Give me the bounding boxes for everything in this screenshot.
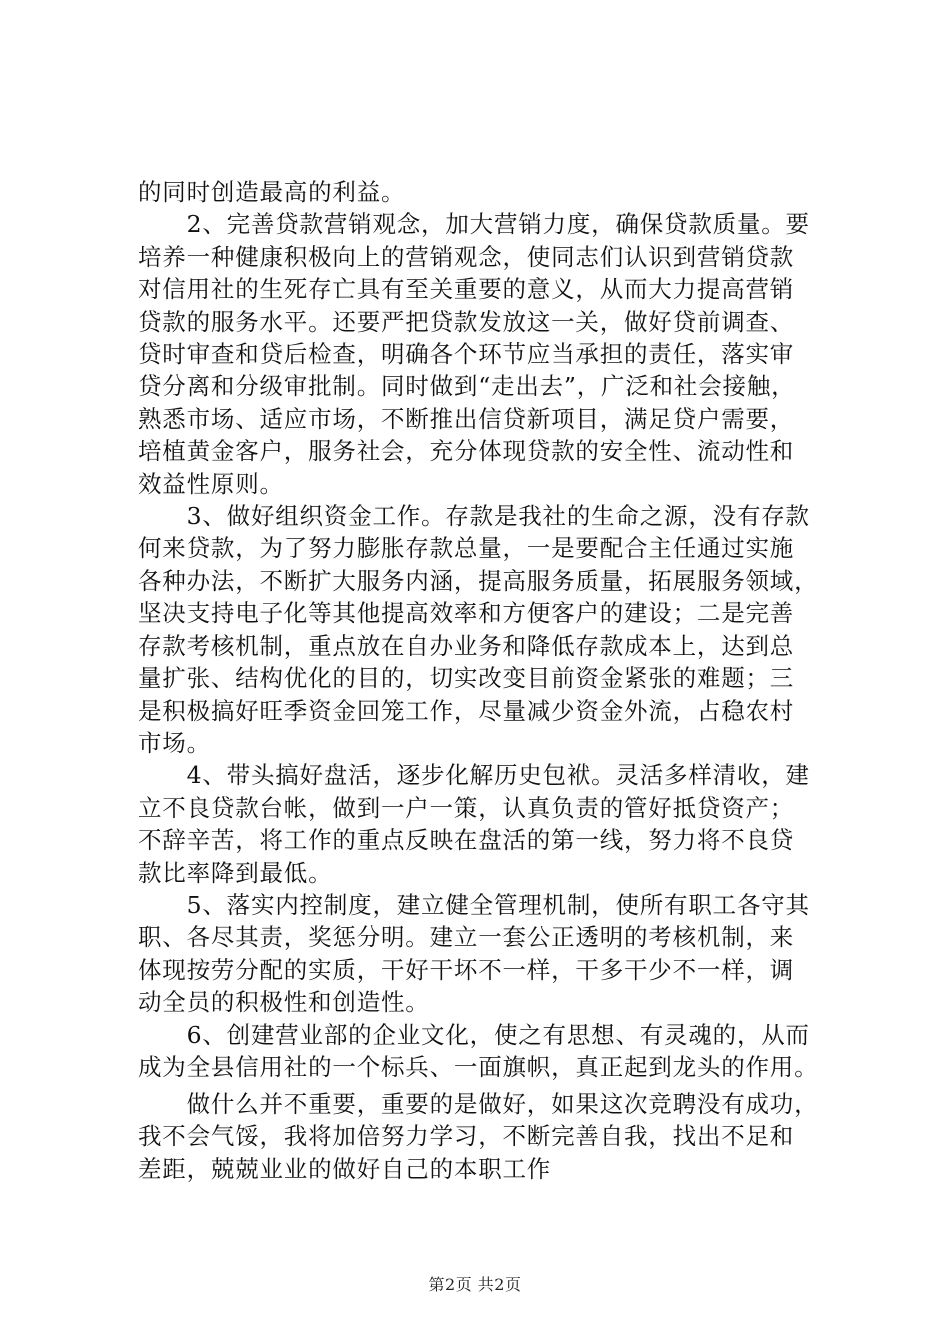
text-line: 量扩张、结构优化的目的，切实改变目前资金紧张的难题；三 — [138, 664, 795, 693]
text-line: 是积极搞好旺季资金回笼工作，尽量减少资金外流，占稳农村 — [138, 696, 795, 725]
text-line: 的同时创造最高的利益。 — [138, 178, 406, 206]
text-line: 何来贷款，为了努力膨胀存款总量，一是要配合主任通过实施 — [138, 534, 795, 563]
text-line: 动全员的积极性和创造性。 — [138, 988, 430, 1017]
page-footer: 第2页 共2页 — [428, 1275, 522, 1294]
text-line: 2、完善贷款营销观念，加大营销力度，确保贷款质量。要 — [138, 210, 810, 239]
text-line: 坚决支持电子化等其他提高效率和方便客户的建设；二是完善 — [138, 599, 795, 628]
text-line: 贷时审查和贷后检查，明确各个环节应当承担的责任，落实审 — [138, 340, 795, 369]
body-text — [138, 176, 858, 1083]
text-line: 3、做好组织资金工作。存款是我社的生命之源，没有存款 — [138, 502, 810, 531]
text-line: 不辞辛苦，将工作的重点反映在盘活的第一线，努力将不良贷 — [138, 826, 795, 855]
text-line: 6、创建营业部的企业文化，使之有思想、有灵魂的，从而 — [138, 1020, 810, 1049]
text-line: 市场。 — [138, 728, 211, 757]
text-line: 存款考核机制，重点放在自办业务和降低存款成本上，达到总 — [138, 631, 795, 660]
text-line: 差距，兢兢业业的做好自己的本职工作 — [138, 1154, 552, 1183]
closing-paragraph — [138, 1088, 858, 1185]
text-line: 对信用社的生死存亡具有至关重要的意义，从而大力提高营销 — [138, 275, 795, 304]
text-line: 培养一种健康积极向上的营销观念，使同志们认识到营销贷款 — [138, 242, 795, 271]
text-line: 效益性原则。 — [138, 469, 284, 498]
text-line: 立不良贷款台帐，做到一户一策，认真负责的管好抵贷资产； — [138, 793, 795, 822]
text-line: 做什么并不重要，重要的是做好，如果这次竞聘没有成功， — [138, 1090, 819, 1118]
text-line: 我不会气馁，我将加倍努力学习，不断完善自我，找出不足和 — [138, 1122, 795, 1151]
text-line: 各种办法，不断扩大服务内涵，提高服务质量，拓展服务领域， — [138, 566, 819, 595]
text-line: 贷分离和分级审批制。同时做到“走出去”，广泛和社会接触， — [138, 372, 796, 401]
text-line: 成为全县信用社的一个标兵、一面旗帜，真正起到龙头的作用。 — [138, 1052, 819, 1081]
text-line: 职、各尽其责，奖惩分明。建立一套公正透明的考核机制，来 — [138, 923, 795, 952]
text-line: 贷款的服务水平。还要严把贷款发放这一关，做好贷前调查、 — [138, 307, 795, 336]
text-line: 体现按劳分配的实质，干好干坏不一样，干多干少不一样，调 — [138, 955, 795, 984]
text-line: 4、带头搞好盘活，逐步化解历史包袱。灵活多样清收，建 — [138, 761, 810, 790]
text-line: 5、落实内控制度，建立健全管理机制，使所有职工各守其 — [138, 890, 810, 919]
text-line: 款比率降到最低。 — [138, 858, 333, 887]
text-line: 培植黄金客户，服务社会，充分体现贷款的安全性、流动性和 — [138, 437, 795, 466]
text-line: 熟悉市场、适应市场，不断推出信贷新项目，满足贷户需要， — [138, 404, 795, 433]
